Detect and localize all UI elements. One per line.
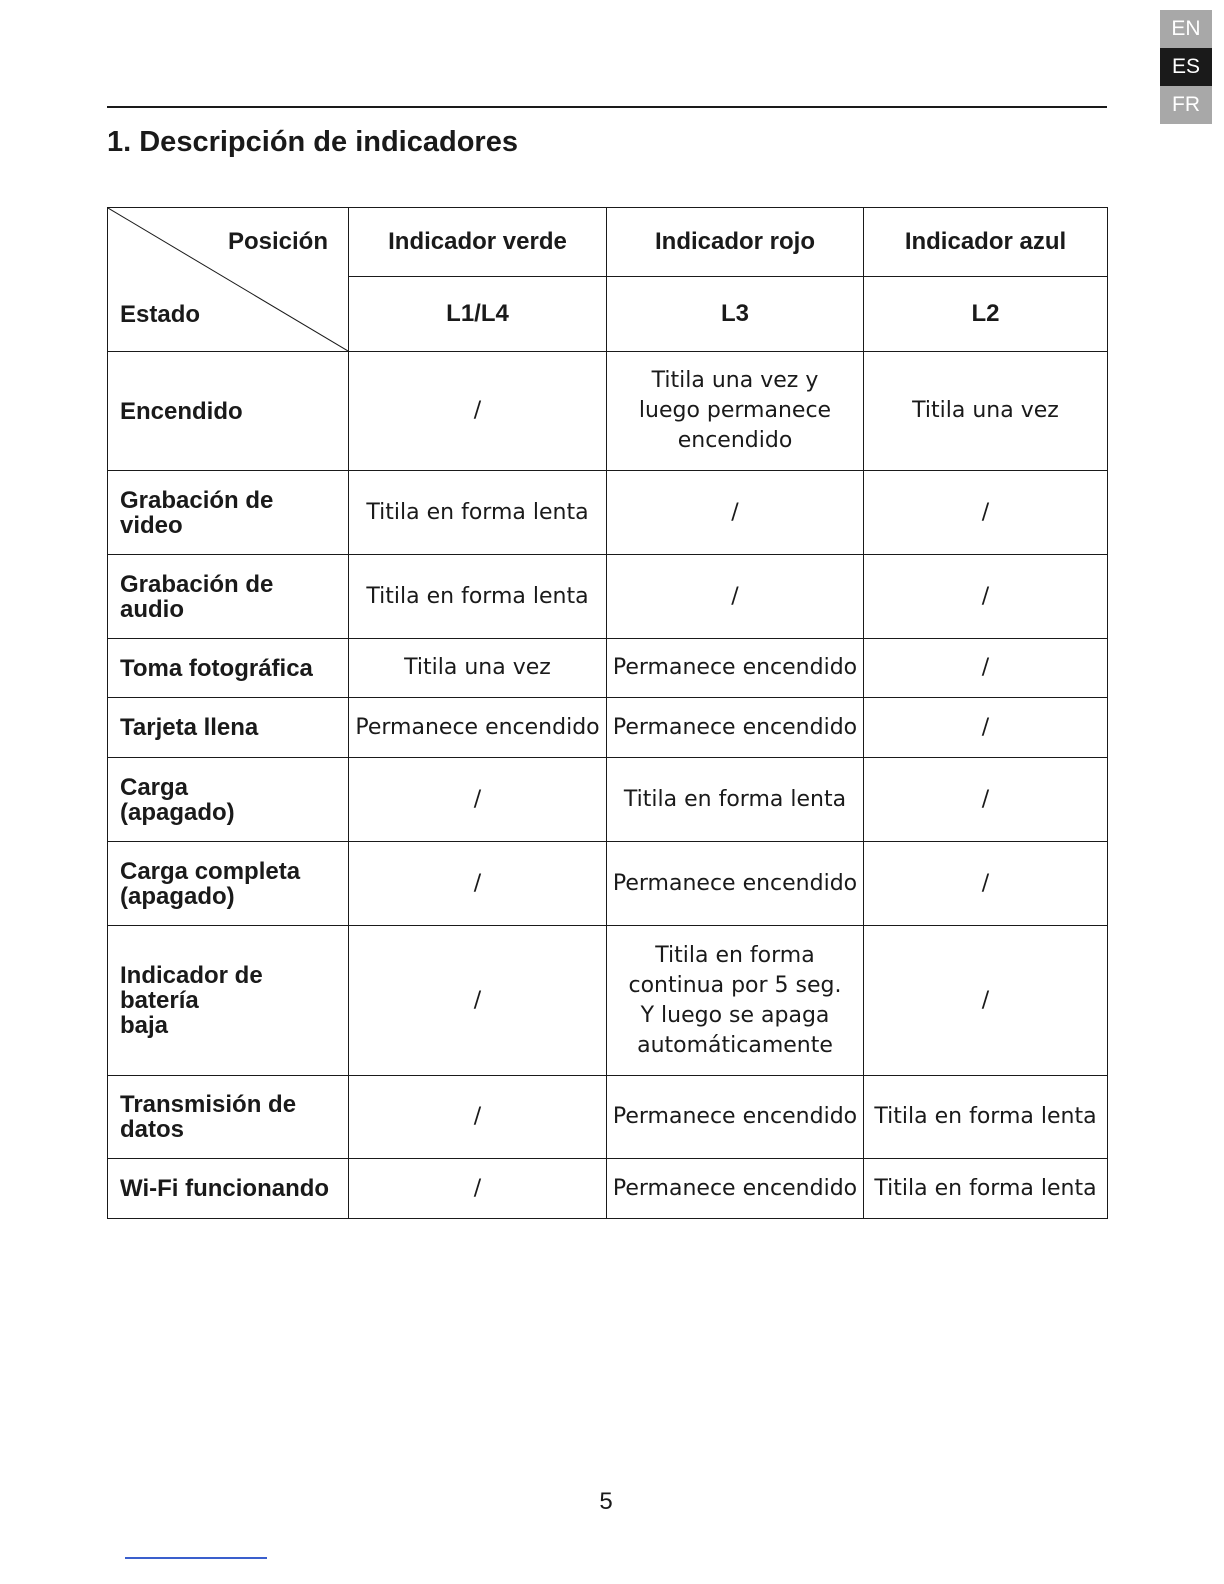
cell-green: Titila en forma lenta [349,471,607,555]
cell-green: Titila una vez [349,639,607,698]
table-row [108,698,1108,758]
cell-blue: / [864,471,1108,555]
state-label: Tarjeta llena [108,698,349,758]
cell-blue: / [864,758,1108,842]
cell-red: Permanece encendido [607,1076,864,1159]
header-rule [107,106,1107,108]
cell-blue: / [864,639,1108,698]
cell-red: Permanece encendido [607,698,864,758]
table-row [108,758,1108,842]
corner-header-cell [108,208,349,352]
cell-red: Permanece encendido [607,842,864,926]
cell-blue: / [864,698,1108,758]
cell-red: Titila en forma continua por 5 seg. Y luego se apaga automáticamente [607,926,864,1076]
lang-tab-en[interactable]: EN [1160,10,1212,48]
lang-tab-es[interactable]: ES [1160,48,1212,86]
cell-green: Titila en forma lenta [349,555,607,639]
state-label: Indicador de batería baja [108,926,349,1076]
header-blue: Indicador azul [864,208,1108,277]
cell-red: Titila en forma lenta [607,758,864,842]
table-row [108,639,1108,698]
cell-blue: / [864,926,1108,1076]
language-tabs [1160,10,1212,124]
cell-green: / [349,842,607,926]
cell-blue: / [864,842,1108,926]
indicator-table [107,207,1108,1219]
cell-green: / [349,1159,607,1219]
cell-green: / [349,758,607,842]
table-row [108,352,1108,471]
table-row [108,842,1108,926]
cell-blue: Titila en forma lenta [864,1159,1108,1219]
state-label: Encendido [108,352,349,471]
table-row [108,471,1108,555]
state-label: Carga completa (apagado) [108,842,349,926]
footer-line [125,1557,267,1559]
table-row [108,926,1108,1076]
lang-tab-fr[interactable]: FR [1160,86,1212,124]
cell-red: Titila una vez y luego permanece encendido [607,352,864,471]
page-number: 5 [599,1488,613,1515]
cell-red: / [607,555,864,639]
corner-top-label: Posición [227,228,328,255]
cell-green: / [349,352,607,471]
table-row [108,1076,1108,1159]
state-label: Carga (apagado) [108,758,349,842]
state-label: Grabación de video [108,471,349,555]
table-row [108,555,1108,639]
subheader-blue: L2 [864,277,1108,352]
cell-green: / [349,1076,607,1159]
cell-red: Permanece encendido [607,1159,864,1219]
cell-green: / [349,926,607,1076]
state-label: Wi-Fi funcionando [108,1159,349,1219]
header-green: Indicador verde [349,208,607,277]
cell-blue: Titila en forma lenta [864,1076,1108,1159]
page-title: 1. Descripción de indicadores [107,126,518,158]
subheader-red: L3 [607,277,864,352]
cell-blue: / [864,555,1108,639]
table-row [108,1159,1108,1219]
cell-blue: Titila una vez [864,352,1108,471]
cell-red: Permanece encendido [607,639,864,698]
corner-bottom-label: Estado [120,301,201,328]
cell-green: Permanece encendido [349,698,607,758]
state-label: Toma fotográfica [108,639,349,698]
state-label: Transmisión de datos [108,1076,349,1159]
header-red: Indicador rojo [607,208,864,277]
state-label: Grabación de audio [108,555,349,639]
subheader-green: L1/L4 [349,277,607,352]
cell-red: / [607,471,864,555]
table-body [108,352,1108,1219]
